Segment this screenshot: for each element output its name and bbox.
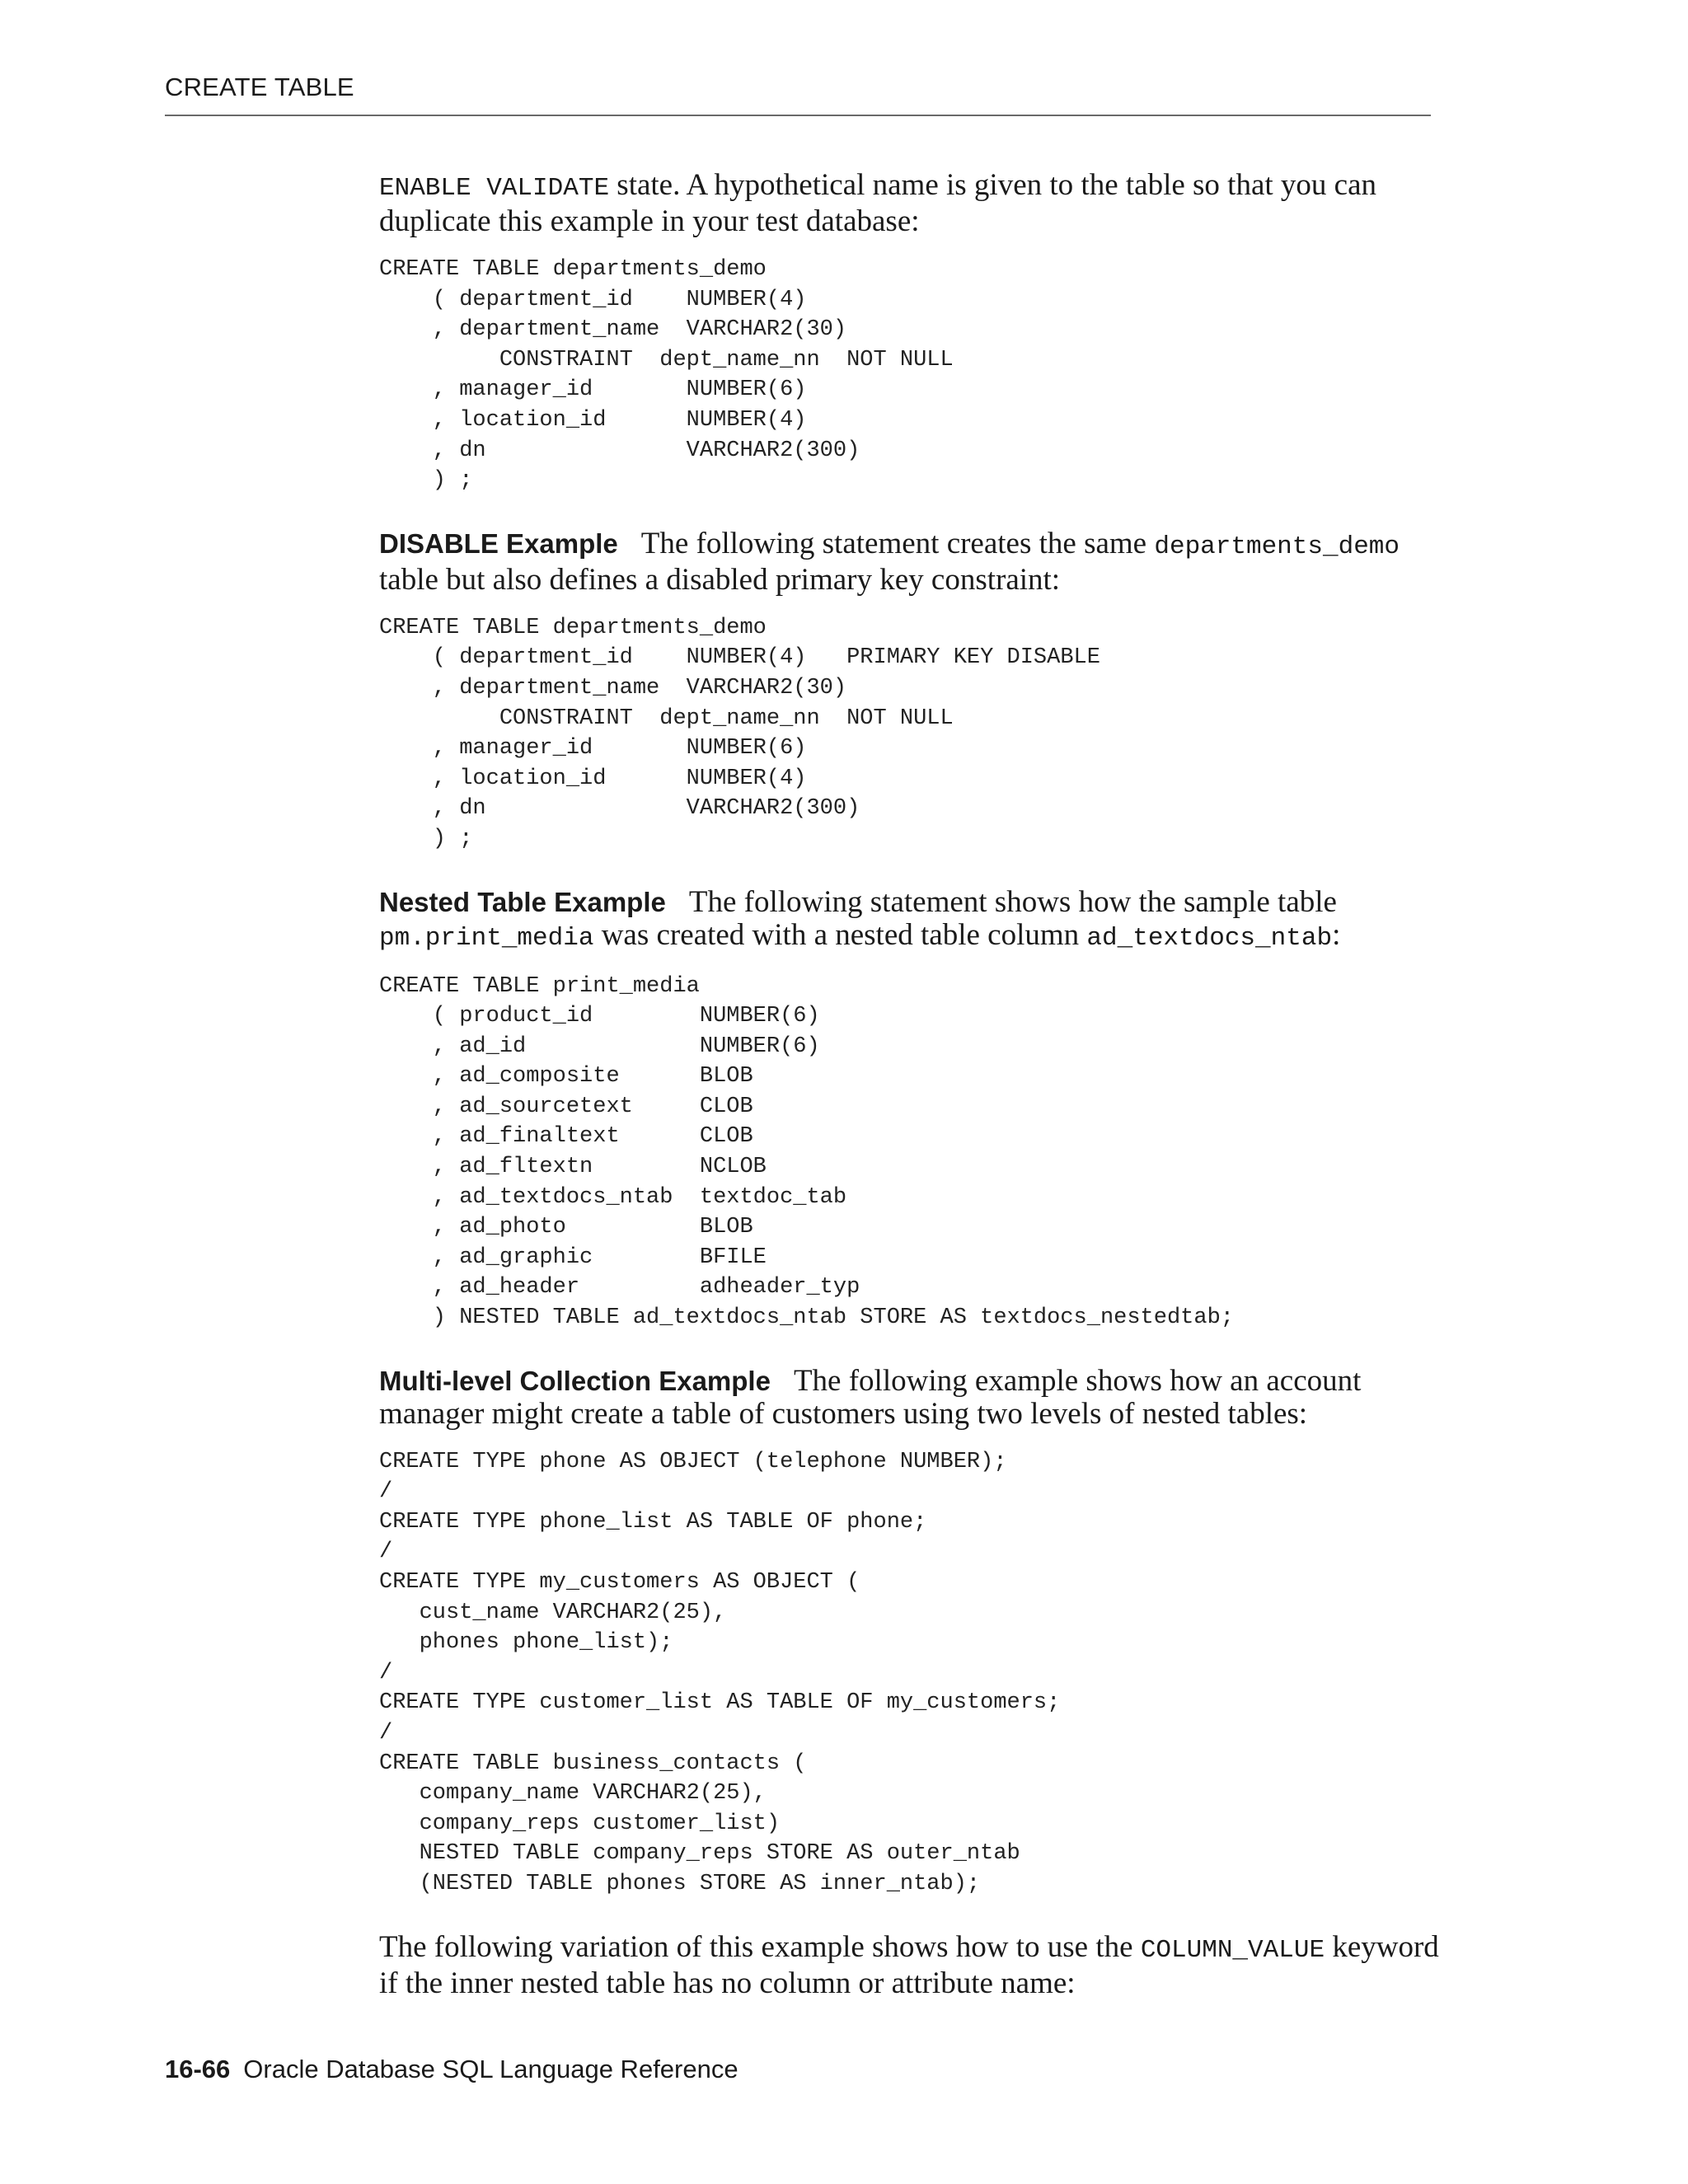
column-value-paragraph xyxy=(379,1931,1451,2000)
code-example-print-media: CREATE TABLE print_media ( product_id NUMBER(6) , ad_id NUMBER(6) , ad_composite BLOB , ad_sourcetext CLOB , ad_finaltext CLOB , ad_fltextn NCLOB , ad_textdocs_ntab textdoc_tab , ad_photo BLOB , ad_graphic BFILE , ad_header adheader_typ ) NESTED TABLE ad_textdocs_ntab STORE AS textdocs_nestedtab; xyxy=(379,973,1234,1331)
paragraph-text: The following statement creates the same xyxy=(640,526,1155,560)
section-heading-multi-level-collection-example: Multi-level Collection Example xyxy=(379,1365,771,1396)
section-heading-nested-table-example: Nested Table Example xyxy=(379,886,666,917)
paragraph-text: : xyxy=(1332,917,1341,952)
inline-code: COLUMN_VALUE xyxy=(1140,1935,1325,1965)
page-footer xyxy=(165,2055,738,2084)
inline-code: ENABLE VALIDATE xyxy=(379,174,610,203)
paragraph-text: The following example shows how an account manager might create a table of customers using two levels of nested tables: xyxy=(379,1363,1362,1431)
code-example-create-departments-demo: CREATE TABLE departments_demo ( department_id NUMBER(4) , department_name VARCHAR2(30) CONSTRAINT dept_name_nn NOT NULL , manager_id NUMBER(6) , location_id NUMBER(4) , dn VARCHAR2(300) ) ; xyxy=(379,257,954,494)
section-heading-disable-example: DISABLE Example xyxy=(379,527,618,559)
paragraph-text: was created with a nested table column xyxy=(593,917,1087,952)
header-rule xyxy=(165,115,1431,116)
running-header-title: CREATE TABLE xyxy=(165,73,354,101)
code-example-disable-primary-key: CREATE TABLE departments_demo ( department_id NUMBER(4) PRIMARY KEY DISABLE , department_name VARCHAR2(30) CONSTRAINT dept_name_nn NOT NULL , manager_id NUMBER(6) , location_id NUMBER(4) , dn VARCHAR2(300) ) ; xyxy=(379,615,1100,851)
paragraph-text: state. A hypothetical name is given to the table so that you can duplicate this example in your test database: xyxy=(379,168,1376,238)
paragraph-text: The following variation of this example shows how to use the xyxy=(379,1929,1141,1964)
inline-code: pm.print_media xyxy=(379,923,594,953)
paragraph-text: The following statement shows how the sample table xyxy=(688,884,1337,919)
book-title: Oracle Database SQL Language Reference xyxy=(243,2055,738,2083)
paragraph-text: keyword if the inner nested table has no column or attribute name: xyxy=(379,1929,1439,2000)
paragraph-text: table but also defines a disabled primary key constraint: xyxy=(379,562,1061,597)
multi-level-collection-paragraph xyxy=(379,1365,1451,1431)
inline-code: ad_textdocs_ntab xyxy=(1086,923,1333,953)
nested-table-example-paragraph xyxy=(379,886,1451,955)
page-number: 16-66 xyxy=(165,2055,231,2083)
inline-code: departments_demo xyxy=(1154,532,1400,561)
main-content xyxy=(379,169,1451,2000)
disable-example-paragraph xyxy=(379,527,1451,597)
code-example-business-contacts: CREATE TYPE phone AS OBJECT (telephone NUMBER); / CREATE TYPE phone_list AS TABLE OF phone; / CREATE TYPE my_customers AS OBJECT ( cust_name VARCHAR2(25), phones phone_list); / CREATE TYPE customer_list AS TABLE OF my_customers; / CREATE TABLE business_contacts ( company_name VARCHAR2(25), company_reps customer_list) NESTED TABLE company_reps STORE AS outer_ntab (NESTED TABLE phones STORE AS inner_ntab); xyxy=(379,1449,1061,1896)
intro-paragraph xyxy=(379,169,1451,238)
